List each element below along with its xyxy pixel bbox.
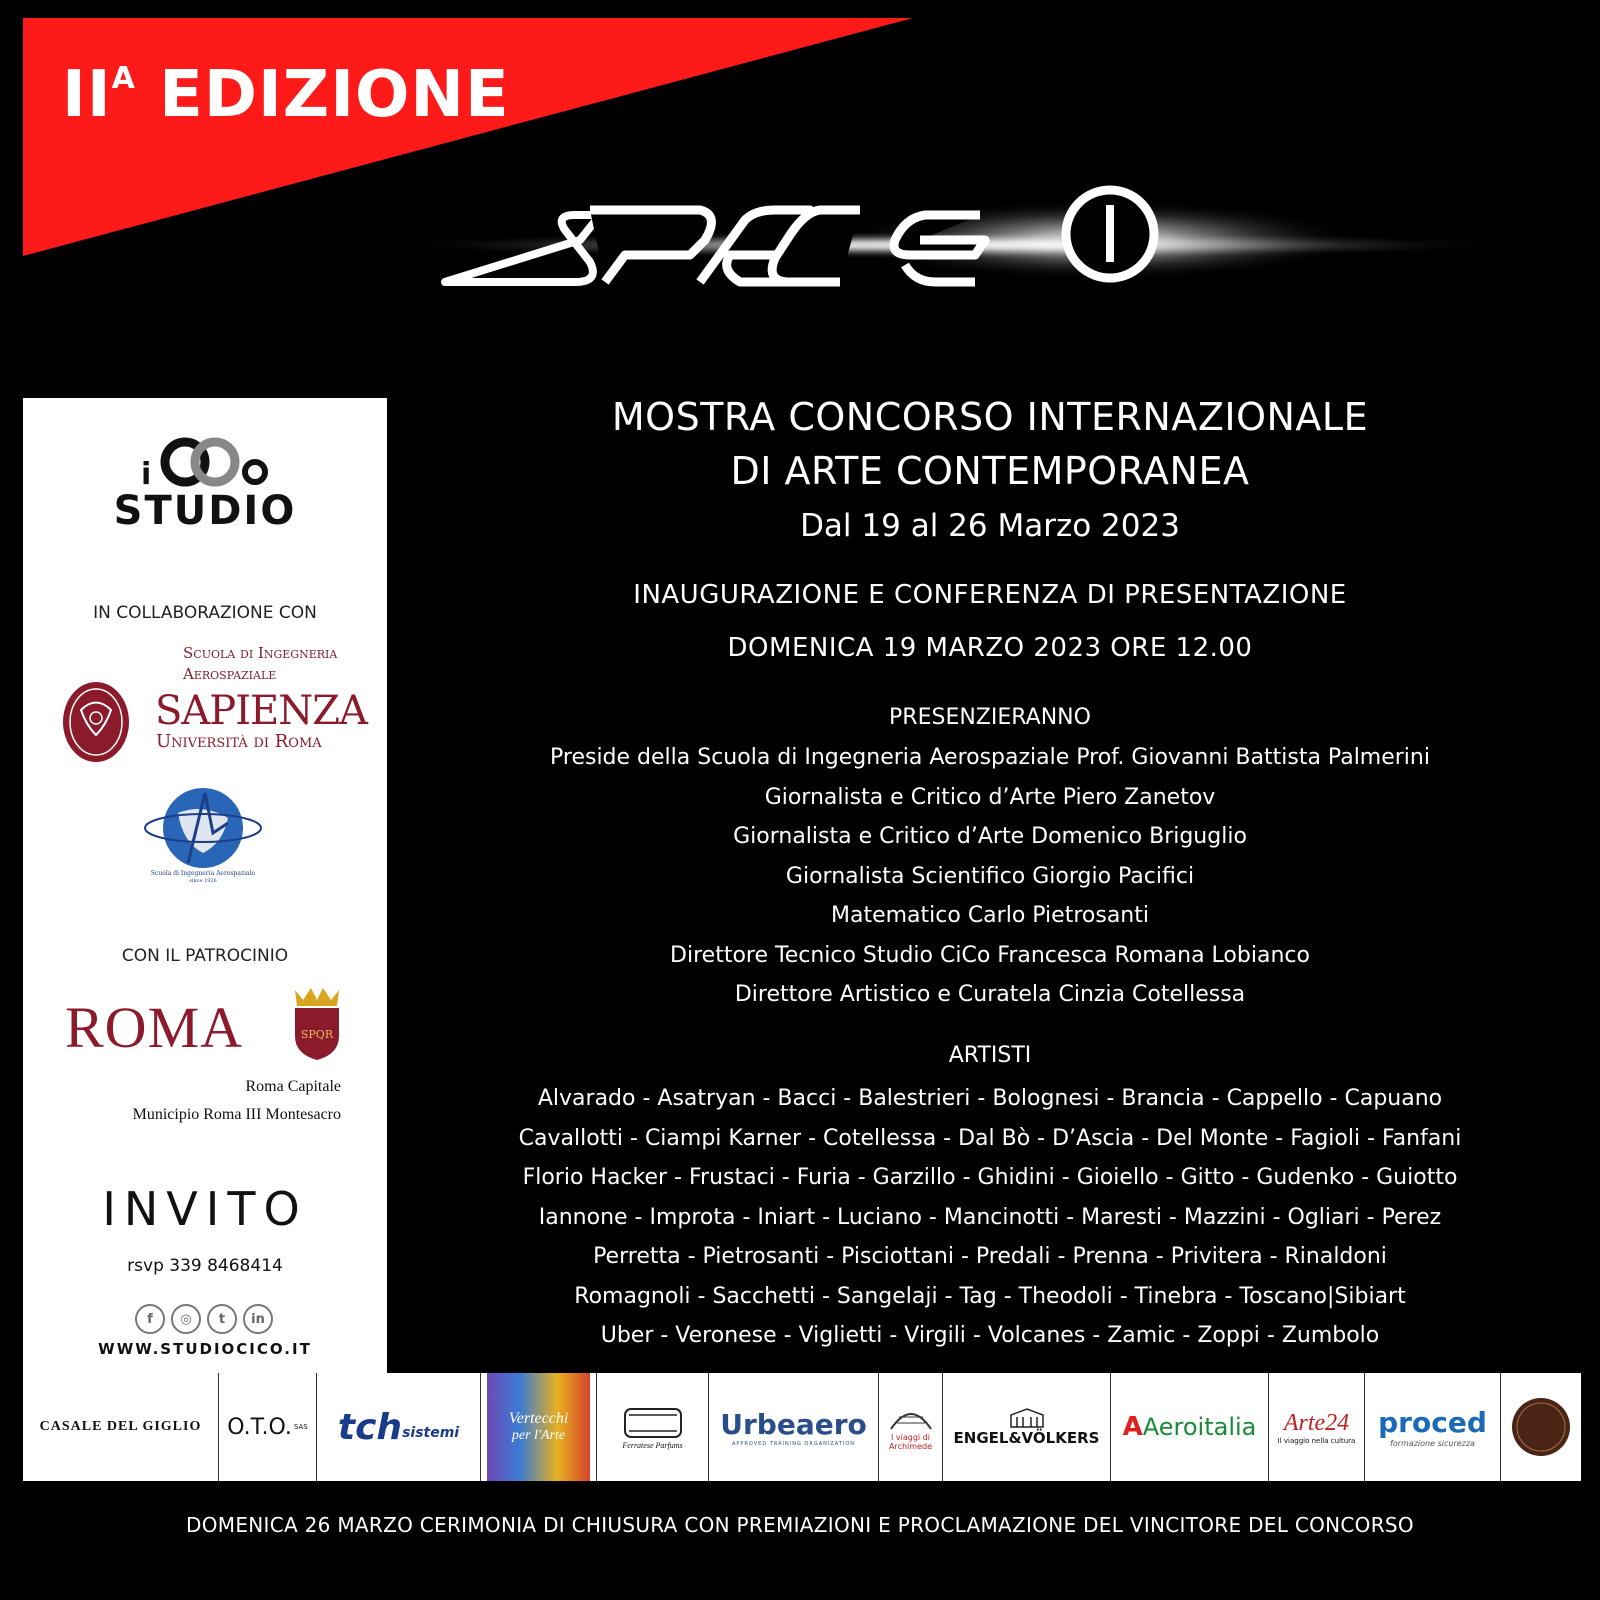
artists-row: Cavallotti - Ciampi Karner - Cotellessa - Dal Bò - D’Ascia - Del Monte - Fagioli - Fanfani <box>518 1125 1462 1151</box>
social-links <box>135 1304 273 1334</box>
sponsors-bar <box>23 1373 1581 1481</box>
engel-volkers-building-icon <box>1007 1407 1047 1429</box>
edition-label: EDIZIONE <box>159 58 510 132</box>
sponsor-arte24-sub: Il viaggio nella cultura <box>1277 1436 1356 1445</box>
sapienza-seal-icon <box>61 680 131 764</box>
viaggi-archimede-icon <box>889 1403 933 1433</box>
artists-row: Florio Hacker - Frustaci - Furia - Garzillo - Ghidini - Gioiello - Gitto - Gudenko - Guiotto <box>522 1165 1458 1190</box>
roma-municipio: Municipio Roma III Montesacro <box>132 1106 341 1123</box>
artists-row: Iannone - Improta - Iniart - Luciano - Mancinotti - Maresti - Mazzini - Ogliari - Perez <box>538 1204 1442 1230</box>
artists-row: Uber - Veronese - Viglietti - Virgili - Volcanes - Zamic - Zoppi - Zumbolo <box>600 1323 1380 1348</box>
sapienza-school-line1: Scuola di Ingegneria <box>183 644 338 662</box>
sapienza-name: SAPIENZA <box>155 688 367 734</box>
sapienza-school <box>183 643 337 685</box>
artists-row: Romagnoli - Sacchetti - Sangelaji - Tag - Theodoli - Tinebra - Toscano|Sibiart <box>574 1283 1406 1309</box>
roma-wordmark: ROMA <box>65 995 244 1060</box>
artists-row: Alvarado - Asatryan - Bacci - Balestrieri - Bolognesi - Brancia - Cappello - Capuano <box>537 1086 1443 1111</box>
sponsor-tch-sistemi <box>317 1373 481 1481</box>
facebook-icon[interactable]: f <box>135 1304 165 1334</box>
edition-title <box>62 58 510 132</box>
sapienza-school-line2: Aerospaziale <box>183 665 277 683</box>
sponsor-aeroitalia: A Aeroitalia <box>1111 1373 1269 1481</box>
artists-heading: ARTISTI <box>948 1043 1032 1068</box>
sponsor-round-badge-icon <box>1511 1397 1571 1457</box>
sponsor-oto-label: O.T.O. <box>227 1414 292 1440</box>
artists-row: Perretta - Pietrosanti - Pisciottani - Predali - Prenna - Privitera - Rinaldoni <box>593 1244 1387 1269</box>
sapienza-university: Università di Roma <box>156 731 322 752</box>
sponsor-tch-sub: sistemi <box>402 1425 460 1441</box>
sponsor-proced-label: proced <box>1378 1406 1487 1439</box>
svg-text:i: i <box>141 457 152 490</box>
inauguration-date: DOMENICA 19 MARZO 2023 ORE 12.00 <box>727 633 1253 663</box>
guest-item: Direttore Artistico e Curatela Cinzia Cotellessa <box>734 982 1246 1007</box>
cico-logo <box>23 426 387 494</box>
roma-shield-text: SPQR <box>300 1028 334 1041</box>
aerospace-school-logo <box>133 783 273 883</box>
main-content <box>390 390 1590 498</box>
guest-item: Giornalista e Critico d’Arte Piero Zanetov <box>764 784 1216 810</box>
invito-title: INVITO <box>102 1182 308 1236</box>
sponsor-aeroitalia-label: Aeroitalia <box>1142 1413 1257 1441</box>
aerospace-since: since 1926 <box>189 878 217 883</box>
guest-item: Giornalista Scientifico Giorgio Pacifici <box>785 863 1195 889</box>
roma-capitale: Roma Capitale <box>245 1078 341 1095</box>
inauguration-label: INAUGURAZIONE E CONFERENZA DI PRESENTAZIONE <box>633 580 1347 610</box>
sponsor-vertecchi <box>481 1373 597 1481</box>
closing-ceremony: DOMENICA 26 MARZO CERIMONIA DI CHIUSURA CON PREMIAZIONI E PROCLAMAZIONE DEL VINCITORE DEL CONCORSO <box>186 1513 1414 1537</box>
guest-item: Giornalista e Critico d’Arte Domenico Briguglio <box>733 824 1247 849</box>
sponsor-vertecchi-label: Vertecchi <box>508 1410 569 1427</box>
sponsor-engel-label: ENGEL&VÖLKERS <box>953 1429 1100 1447</box>
sponsor-tch-label: tch <box>337 1406 403 1448</box>
guest-item: Matematico Carlo Pietrosanti <box>831 903 1149 928</box>
studio-label: STUDIO <box>113 488 297 534</box>
title-line1: MOSTRA CONCORSO INTERNAZIONALE <box>611 395 1369 439</box>
artists-list <box>390 1079 1590 1356</box>
sponsor-ferratese <box>597 1373 709 1481</box>
sponsor-proced <box>1365 1373 1501 1481</box>
sponsor-ferratese-label: Ferratese Parfums <box>622 1440 683 1450</box>
sponsor-urbeaero-sub: APPROVED TRAINING ORGANIZATION <box>731 1440 855 1447</box>
linkedin-icon[interactable]: in <box>243 1304 273 1334</box>
sponsor-round-badge <box>1501 1373 1581 1481</box>
event-dates: Dal 19 al 26 Marzo 2023 <box>800 508 1180 544</box>
cico-logo-mark <box>135 426 275 490</box>
sponsor-viaggi-archimede <box>879 1373 943 1481</box>
sponsor-viaggi-label: I viaggi di Archimede <box>889 1433 932 1451</box>
sponsor-casale-label: CASALE DEL GIGLIO <box>39 1419 202 1434</box>
sponsor-proced-sub: formazione sicurezza <box>1390 1439 1475 1448</box>
edition-roman: II <box>62 58 112 132</box>
sponsor-oto-sub: SAS <box>293 1423 308 1431</box>
guests-list <box>390 738 1590 1015</box>
instagram-icon[interactable]: ◎ <box>171 1304 201 1334</box>
website-link[interactable]: WWW.STUDIOCICO.IT <box>98 1340 312 1358</box>
rsvp-phone: rsvp 339 8468414 <box>127 1256 283 1276</box>
sponsor-urbeaero <box>709 1373 879 1481</box>
sponsor-oto <box>219 1373 317 1481</box>
sponsor-arte24 <box>1269 1373 1365 1481</box>
sponsor-casale-del-giglio <box>23 1373 219 1481</box>
sponsor-vertecchi-sub: per l'Arte <box>511 1428 566 1443</box>
title-line2: DI ARTE CONTEMPORANEA <box>730 449 1250 493</box>
top-banner <box>0 0 1600 330</box>
twitter-icon[interactable]: t <box>207 1304 237 1334</box>
ferratese-emblem-icon <box>621 1405 685 1441</box>
guests-heading: PRESENZIERANNO <box>889 705 1091 730</box>
sponsor-arte24-label: Arte24 <box>1283 1409 1350 1436</box>
sponsor-urbeaero-label: Urbeaero <box>720 1407 867 1441</box>
edition-superscript: A <box>111 60 136 96</box>
aerospace-caption: Scuola di Ingegneria Aerospaziale <box>150 870 256 877</box>
guest-item: Preside della Scuola di Ingegneria Aerospaziale Prof. Giovanni Battista Palmerini <box>550 745 1430 770</box>
sidebar-partners <box>23 398 387 1373</box>
roma-shield-icon <box>289 986 345 1062</box>
sponsor-engel-volkers <box>943 1373 1111 1481</box>
guest-item: Direttore Tecnico Studio CiCo Francesca Romana Lobianco <box>670 942 1310 968</box>
patrocinio-label: CON IL PATROCINIO <box>121 946 289 966</box>
collaboration-label: IN COLLABORAZIONE CON <box>93 603 317 623</box>
